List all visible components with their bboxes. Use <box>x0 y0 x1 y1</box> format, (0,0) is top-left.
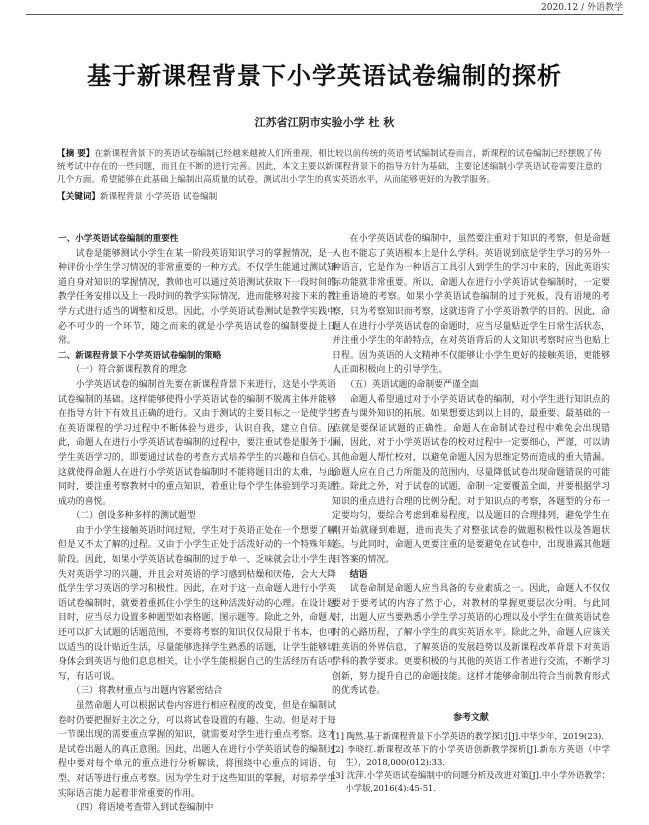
page-title: 基于新课程背景下小学英语试卷编制的探析 <box>87 62 562 90</box>
keywords-line <box>57 191 602 204</box>
paragraph: 由于小学生接触英语时间过短，学生对于英语正处在一个想要了解但是又不太了解的过程。又由于小学生正处于活泼好动的一个特殊年龄阶段。因此，如果小学英语试卷编制的过于单一、乏味就会让小学生丧失对英语学习的兴趣，并且会对英语的学习感到枯燥和厌倦，会大大降低学生学习英语的学习积极性。因此，在对于这一点命题人进行小学英语试卷编制时，就要着重抓住小学生的这种活泼好动的心理。在设计题目时，应当尽力设置多种题型如表格题、图示题等。除此之外，命题人还可以扩大试题的话题范围，不要将考察的知识仅仅局限于书本，也可以适当的设计贴近生活，尽量能够选择学生熟悉的话题，让学生能够切身体会到英语与他们息息相关，让小学生能根据自己的生活经历有话可写，有话可说。 <box>58 525 336 682</box>
section-heading-1: 一、小学英语试卷编制的重要性 <box>58 234 179 244</box>
left-column <box>58 232 336 816</box>
paragraph: 试卷是能够测试小学生在某一阶段英语知识学习的掌握情况，是一种评价小学生学习情况的非常重要的一种方式。不仅学生能通过测试知道自身对知识的掌握情况，教师也可以通过英语测试获取下一段时间的教学任务安排以及上一段时间的教学实际情况，进而能够对接下来的教学方式进行适当的调整和反思。因此，小学英语试卷测试是教学实践中必不可少的一个环节，随之而来的就是小学英语试卷的编制要提上日常。 <box>58 248 336 347</box>
subheading-4: （四）将语境考查带入到试卷编制中 <box>71 803 214 814</box>
abstract-text: 在新课程背景下的英语试卷编制已经越来越被人们所重视，相比较以前传统的英语考试编制试卷而言，新课程的试卷编制已经摆脱了传统考试中存在的一些问题，而且在不断的进行完善。因此，本文主要以新课程背景下的指导方针为基础，主要论述编制小学英语试卷需要注意的几个方面。希望能够在此基础上编制出高质量的试卷，测试出小学生的真实英语水平，从而能够更好的为教学服务。 <box>57 149 602 185</box>
section-heading-2: 二、新课程背景下小学英语试卷编制的策略 <box>58 350 222 361</box>
subheading-5: （五）英语试题的命制要严谨全面 <box>345 379 479 390</box>
reference-item: [2] 李晓红.新课程改革下的小学英语创新教学探析[J].新东方英语（中学生），2018,000(012):33. <box>332 743 610 767</box>
references-heading: 参考文献 <box>453 713 489 723</box>
conclusion-heading: 结语 <box>349 569 368 580</box>
top-rule <box>26 14 623 15</box>
reference-item: [3] 沈萍.小学英语试卷编制中的问题分析及改进对策[J].中小学外语教学：小学版,2016(4):45-51. <box>332 769 610 793</box>
running-head: 2020.12 / 外语教学 <box>541 3 623 13</box>
author-line: 江苏省江阴市实验小学 杜 秋 <box>254 116 395 129</box>
right-column <box>332 232 610 795</box>
paragraph: 试卷命制是命题人应当具备的专业素质之一。因此，命题人不仅仅要对于要考试的内容了然于心，对教材的掌握更要层次分明。与此同时，出题人应当要熟悉小学生学习英语的心理以及小学生在做英语试卷时的心路历程，了解小学生的真实英语水平。除此之外，命题人应该关注英语的外界信息，了解英语的发展趋势以及新课程改革背景下对英语学科的教学要求。更要积极的与其他的英语工作者进行交流，不断学习创新，努力提升自己的命题技能。这样才能够命制出符合当前教育形式的优秀试卷。 <box>332 584 610 697</box>
keywords-text: 新课程背景 小学英语 试卷编制 <box>99 192 218 202</box>
keywords-label: 【关键词】 <box>57 192 100 202</box>
subheading-2: （二）创设多种多样的测试题型 <box>71 511 196 522</box>
reference-item: [1] 陶然.基于新课程背景下小学英语的教学探讨[J].中华少年，2019(23). <box>332 730 604 741</box>
paragraph: 在小学英语试卷的编制中，虽然要注重对于知识的考察，但是命题人也不能忘了英语根本上是什么学科。英语说到底是学生学习的另外一种语言，它是作为一种语言工具引人到学生的学习中来的，因此英语实际功能就非常重要。所以，命题人在进行小学英语试卷编制时，一定要注重语境的考察。如果小学英语试卷编制的过于死板，没有语境的考察，只为考察知识而考察，这就违背了小学英语教学的目的。因此，命题人在进行小学英语试卷的命题时，应当尽量贴近学生日常生活状态，并注重小学生的年龄特点，在对英语背后的人文知识考察时应当也贴上日程。因为英语的人文精神不仅能够让小学生更好的接触英语，更能够人正面积极向上的引导学生。 <box>332 234 610 376</box>
abstract-label: 【摘 要】 <box>57 149 95 159</box>
subheading-3: （三）将教材重点与出题内容紧密结合 <box>71 686 223 697</box>
paragraph: 虽然命题人可以根据试卷内容进行相应程度的改变，但是在编制试卷时仍要把握好主次之分，可以将试卷设置的有趣、生动。但是对于每一节课出现的需要重点掌握的知识，就需要对学生进行重点考察。这才是试卷出题人的真正意图。因此，出题人在进行小学英语试卷的编制过程中要对每个单元的重点进行分析解读，将围绕中心重点的词语、句型、对话等进行重点考察。因为学生对于这些知识的掌握，对培养学生实际语言能力起着非常重要的作用。 <box>58 701 336 799</box>
paragraph: 命题人希望通过对于小学英语试卷的编制，对小学生进行知识点的考查与课外知识的拓展。如果想要达到以上目的，最重要、最基础的一点就是要保证试题的正确性。命题人在命制试卷过程中难免会出现错漏，因此，对于小学英语试卷的校对过程中一定要细心，严谨，可以请其他命题人帮忙校对，以避免命题人因为思维定势而造成的重大错漏。命题人应在自己力所能及的范围内，尽量降低试卷出现命题错误的可能性。除此之外，对于试卷的试题，命制一定要覆盖全面，并要根据学习知识的重点进行合理的比例分配。对于知识点的考察，各题型的分布一定要均匀，要综合考虑到难易程度，以及题目的合理排列，避免学生在刚开始就碰到难题，进而丧失了对整张试卷的做题积极性以及答题状态。与此同时，命题人更要注重的是要避免在试卷中，出现谁露其他题目答案的情况。 <box>332 394 610 566</box>
paragraph: 小学英语试卷的编制首先要在新课程背景下来进行，这是小学英语试卷编制的基础。这样能够使得小学英语试卷的编制不脱离主体并能够在指导方针下有效且正确的进行。又由于测试的主要目标之一是使学生在英语课程的学习过程中不断体验与进步，认识自我，建立自信。因此，命题人在进行小学英语试卷编制的过程中，要注重试卷是服务于小学生英语学习的，即要通过试卷的考查方式培养学生的兴趣和自信心。这就使得命题人在进行小学英语试卷编制时不能将题目出的太难，与此同时，要注重考察教材中的重点知识，着重让每个学生体验到学习英语成功的喜悦。 <box>58 379 336 507</box>
subheading-1: （一）符合新课程教育的理念 <box>71 365 187 376</box>
abstract-block <box>57 148 602 204</box>
